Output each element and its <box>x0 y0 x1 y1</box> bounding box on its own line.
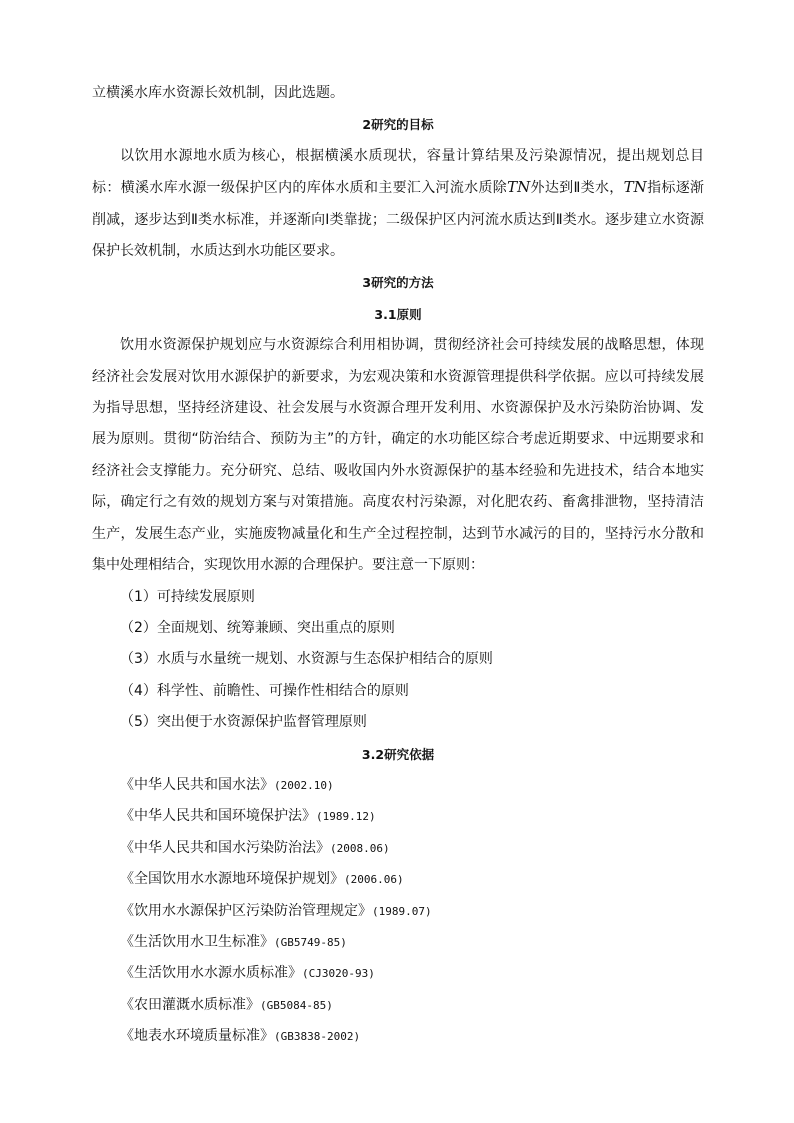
intro-line: 立横溪水库水资源长效机制，因此选题。 <box>92 85 344 101</box>
list-item <box>92 801 704 832</box>
list-item <box>92 990 704 1021</box>
reference-title: 《中华人民共和国水污染防治法》 <box>120 839 330 856</box>
section-3-heading: 3研究的方法 <box>362 275 434 291</box>
list-item: （4）科学性、前瞻性、可操作性相结合的原则 <box>120 682 409 699</box>
reference-title: 《生活饮用水水源水质标准》 <box>120 965 302 982</box>
list-item <box>92 896 704 927</box>
reference-code: (GB3838-2002) <box>274 1030 361 1044</box>
reference-title: 《饮用水水源保护区污染防治管理规定》 <box>120 902 372 919</box>
reference-code: (1989.12) <box>316 810 376 824</box>
reference-title: 《中华人民共和国环境保护法》 <box>120 808 316 825</box>
section-2-heading: 2研究的目标 <box>362 117 434 133</box>
reference-title: 《生活饮用水卫生标准》 <box>120 933 274 950</box>
list-item: （2）全面规划、统筹兼顾、突出重点的原则 <box>120 619 395 636</box>
reference-code: (2006.06) <box>344 873 404 887</box>
section-3-1-heading: 3.1原则 <box>374 306 422 322</box>
list-item <box>92 770 704 801</box>
principles-paragraph: 饮用水资源保护规划应与水资源综合利用相协调，贯彻经济社会可持续发展的战略思想，体现经济社会发展对饮用水源保护的新要求，为宏观决策和水资源管理提供科学依据。应以可持续发展为指导思想，坚持经济建设、社会发展与水资源合理开发利用、水资源保护及水污染防治协调、发展为原则。贯彻“防治结合、预防为主”的方针，确定的水功能区综合考虑近期要求、中远期要求和经济社会支撑能力。充分研究、总结、吸收国内外水资源保护的基本经验和先进技术，结合本地实际，确定行之有效的规划方案与对策措施。高度农村污染源，对化肥农药、畜禽排泄物，坚持清洁生产，发展生态产业，实施废物减量化和生产全过程控制，达到节水减污的目的，坚持污水分散和集中处理相结合，实现饮用水源的合理保护。要注意一下原则： <box>92 337 704 574</box>
section-3-2-heading: 3.2研究依据 <box>361 746 435 762</box>
reference-code: (CJ3020-93) <box>302 967 375 981</box>
list-item: （5）突出便于水资源保护监督管理原则 <box>120 714 367 731</box>
list-item <box>92 927 704 958</box>
reference-title: 《中华人民共和国水法》 <box>120 776 274 793</box>
list-item: （3）水质与水量统一规划、水资源与生态保护相结合的原则 <box>120 651 493 668</box>
reference-code: (GB5084-85) <box>260 998 333 1012</box>
reference-code: (2002.10) <box>274 778 334 792</box>
list-item <box>92 958 704 989</box>
reference-code: (2008.06) <box>330 841 390 855</box>
section-2-text-part3: 指标逐渐削减，逐步达到Ⅱ类水标准，并逐渐向Ⅰ类靠拢；二级保护区内河流水质达到Ⅱ类水。逐步建立水资源保护长效机制，水质达到水功能区要求。 <box>92 180 705 260</box>
reference-code: (GB5749-85) <box>274 935 347 949</box>
list-item <box>92 864 704 895</box>
list-item <box>92 833 704 864</box>
reference-title: 《地表水环境质量标准》 <box>120 1028 274 1045</box>
reference-code: (1989.07) <box>372 904 432 918</box>
section-2-text-part1: 以饮用水源地水质为核心，根据横溪水质现状，容量计算结果及污染源情况，提出规划总目标：横溪水库水源一级保护区内的库体水质和主要汇入河流水质除 <box>92 147 704 197</box>
principles-list <box>92 582 704 739</box>
document-page <box>92 78 704 1053</box>
tn-symbol: TN <box>507 178 531 197</box>
list-item <box>92 1021 704 1052</box>
references-list <box>92 770 704 1053</box>
list-item: （1）可持续发展原则 <box>120 588 255 605</box>
reference-title: 《全国饮用水水源地环境保护规划》 <box>120 871 344 888</box>
section-2-text-part2: 外达到Ⅱ类水， <box>530 180 624 197</box>
tn-symbol: TN <box>623 178 647 197</box>
section-2-paragraph <box>92 141 704 268</box>
reference-title: 《农田灌溉水质标准》 <box>120 996 260 1013</box>
